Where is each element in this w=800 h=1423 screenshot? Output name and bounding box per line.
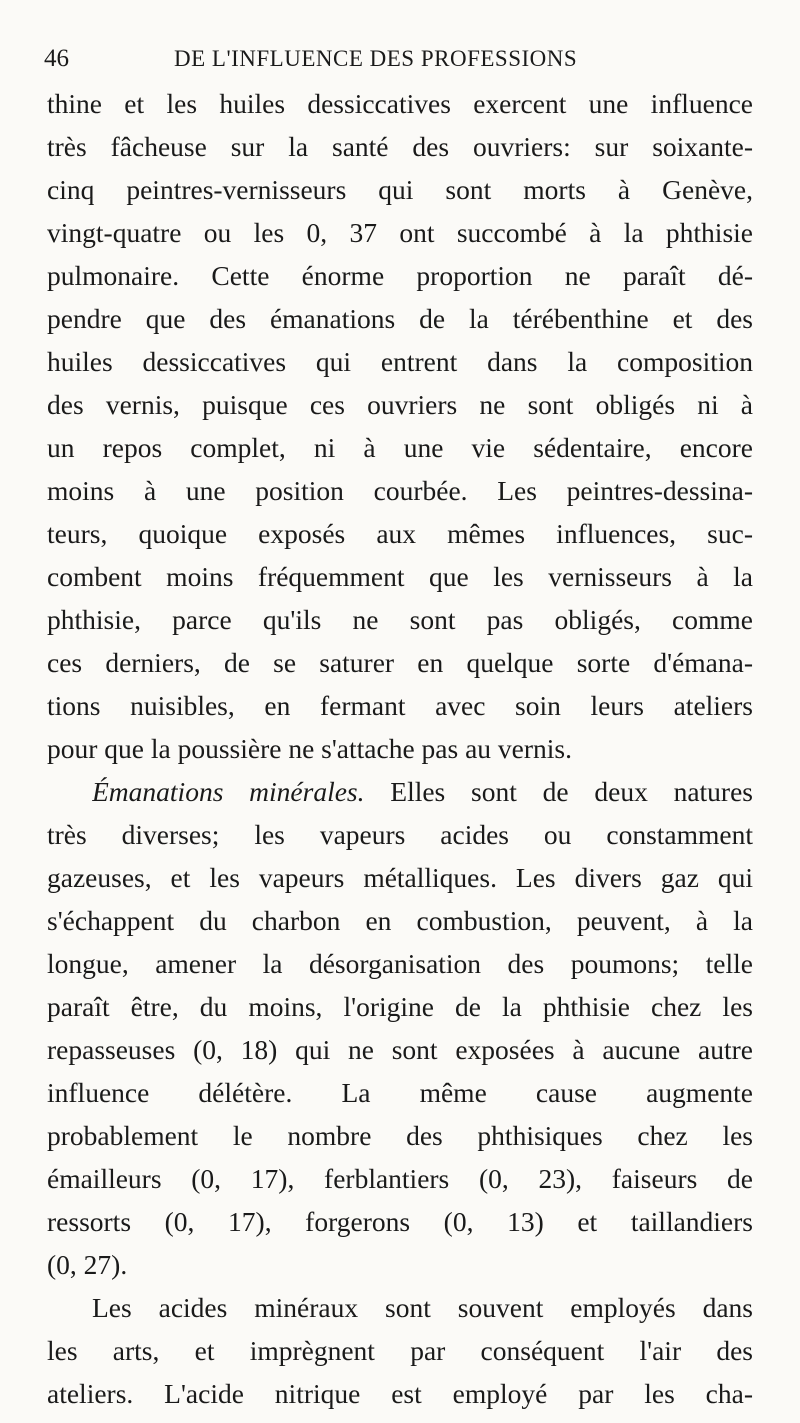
text-line: pulmonaire. Cette énorme proportion ne paraît dé- [47, 260, 753, 291]
text-line: repasseuses (0, 18) qui ne sont exposées à aucune autre [47, 1034, 753, 1065]
text-line: paraît être, du moins, l'origine de la phthisie chez les [47, 991, 753, 1022]
text-line: moins à une position courbée. Les peintres-dessina- [47, 475, 753, 506]
text-line: vingt-quatre ou les 0, 37 ont succombé à la phthisie [47, 217, 753, 248]
text-line: combent moins fréquemment que les vernisseurs à la [47, 561, 753, 592]
page-header [44, 42, 756, 76]
text-line: pendre que des émanations de la térébenthine et des [47, 303, 753, 334]
text-line [92, 770, 753, 813]
text-line: des vernis, puisque ces ouvriers ne sont obligés ni à [47, 389, 753, 420]
text-line: s'échappent du charbon en combustion, peuvent, à la [47, 905, 753, 936]
text-line: tions nuisibles, en fermant avec soin leurs ateliers [47, 690, 753, 721]
text-line: huiles dessiccatives qui entrent dans la composition [47, 346, 753, 377]
text-line: gazeuses, et les vapeurs métalliques. Les divers gaz qui [47, 862, 753, 893]
text-line: un repos complet, ni à une vie sédentaire, encore [47, 432, 753, 463]
section-lead: Émanations minérales. [92, 776, 365, 807]
text-line: (0, 27). [47, 1249, 128, 1280]
text-line: thine et les huiles dessiccatives exercent une influence [47, 88, 753, 119]
page-number: 46 [44, 45, 69, 72]
text-line: teurs, quoique exposés aux mêmes influences, suc- [47, 518, 753, 549]
text-line: émailleurs (0, 17), ferblantiers (0, 23), faiseurs de [47, 1163, 753, 1194]
running-head: DE L'INFLUENCE DES PROFESSIONS [174, 46, 578, 71]
text-line: phthisie, parce qu'ils ne sont pas obligés, comme [47, 604, 753, 635]
text-line: longue, amener la désorganisation des poumons; telle [47, 948, 753, 979]
text-line: Les acides minéraux sont souvent employés dans [92, 1292, 753, 1323]
text-line: probablement le nombre des phthisiques chez les [47, 1120, 753, 1151]
text-line: ressorts (0, 17), forgerons (0, 13) et taillandiers [47, 1206, 753, 1237]
text-line: très fâcheuse sur la santé des ouvriers: sur soixante- [47, 131, 753, 162]
text-line: cinq peintres-vernisseurs qui sont morts à Genève, [47, 174, 753, 205]
text-line: ateliers. L'acide nitrique est employé par les cha- [47, 1378, 753, 1409]
text-line: pour que la poussière ne s'attache pas au vernis. [47, 733, 572, 764]
text-line: les arts, et imprègnent par conséquent l'air des [47, 1335, 753, 1366]
text-line: ces derniers, de se saturer en quelque sorte d'émana- [47, 647, 753, 678]
text-line: influence délétère. La même cause augmente [47, 1077, 753, 1108]
text-line: très diverses; les vapeurs acides ou constamment [47, 819, 753, 850]
text-line-rest: Elles sont de deux natures [364, 776, 753, 807]
